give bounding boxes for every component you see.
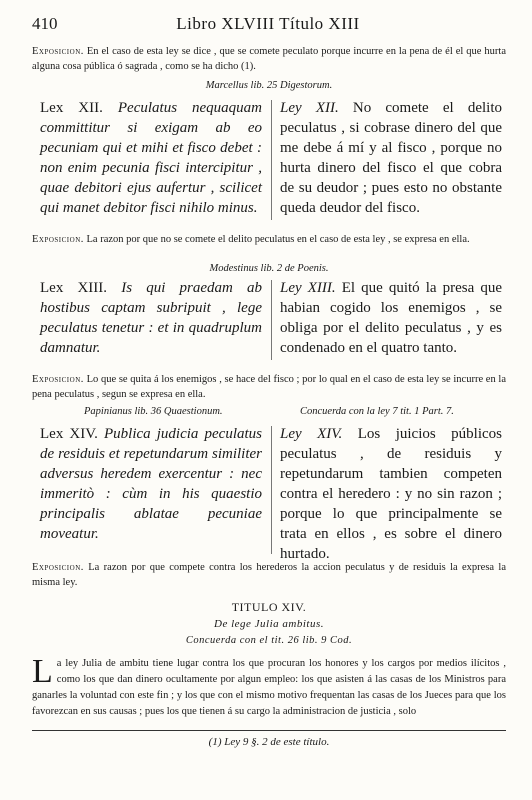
running-header [32, 14, 504, 38]
source-concordance: Concuerda con la ley 7 tit. 1 Part. 7. [300, 406, 454, 417]
exposicion-text: Lo que se quita á los enemigos , se hace del fisco ; por lo qual en el caso de esta ley se incurre en la pena peculatus , segun se expresa en ella. [32, 374, 506, 400]
exposicion-label: Exposicion. [32, 562, 84, 573]
exposicion-3 [32, 372, 506, 402]
titulo-subtitle: De lege Julia ambitus. [214, 618, 324, 630]
ley-12-text: No comete el delito peculatus , si cobrase dinero del que me debe á mí y al fisco , porque no hurta dinero del fisco el que cobra de su deudor ; pues esto no obstante queda deudor del fisco. [280, 100, 503, 216]
ley-13-text: El que quitó la presa que habian cogido los enemigos , se obliga por el delito peculatus , y es condenado en el quatro tanto. [280, 280, 502, 356]
footnote: (1) Ley 9 §. 2 de este título. [208, 736, 330, 748]
lex-14-latin [40, 424, 262, 544]
lex-14-heading: Lex XIV. [40, 426, 98, 442]
exposicion-1 [32, 44, 506, 74]
ley-14-heading: Ley XIV. [280, 426, 343, 442]
titulo-heading: TITULO XIV. [231, 600, 307, 614]
lex-12-text: Peculatus nequaquam committitur si exigam ab eo pecuniam qui et mihi et fisco debet : non enim pecunia fisci intercipitur , quae debitori ejus aufertur , scilicet qui manet debitor fisci nihilo minus. [40, 100, 262, 216]
exposicion-text: En el caso de esta ley se dice , que se comete peculato porque incurre en la pena de él el que hurta alguna cosa pública ó sagrada , como se ha dicho (1). [32, 46, 507, 72]
lex-13-text: Is qui praedam ab hostibus captam subripuit , lege peculatus tenetur : et in quadruplum damnatur. [40, 280, 262, 356]
source-papinianus: Papinianus lib. 36 Quaestionum. [84, 406, 223, 417]
ley-12-heading: Ley XII. [280, 100, 339, 116]
source-modestinus: Modestinus lib. 2 de Poenis. [209, 263, 329, 274]
column-divider [271, 426, 272, 554]
exposicion-label: Exposicion. [32, 374, 84, 385]
exposicion-label: Exposicion. [32, 46, 84, 57]
lex-14-text: Publica judicia peculatus de residuis et repetundarum similiter adversus heredem exercentur : nec immeritò : cùm in his quaestio principalis ablatae pecuniae moveatur. [40, 426, 263, 542]
source-marcellus: Marcellus lib. 25 Digestorum. [205, 80, 333, 91]
exposicion-2 [32, 232, 506, 247]
ley-14-text: Los juicios públicos peculatus , de residuis y repetundarum tambien competen contra el heredero : y no sin razon ; porque lo que principalmente se trata en ellos , es sobre el dinero hurtado. [280, 426, 502, 562]
lex-13-latin [40, 278, 262, 358]
running-title: Libro XLVIII Título XIII [176, 14, 360, 33]
ley-13-heading: Ley XIII. [280, 280, 336, 296]
ley-12-spanish [280, 98, 502, 218]
titulo-body [32, 653, 506, 720]
page-number: 410 [32, 14, 58, 33]
exposicion-text: La razon por que no se comete el delito peculatus en el caso de esta ley , se expresa en ella. [86, 234, 470, 245]
exposicion-4 [32, 560, 506, 590]
ley-13-spanish [280, 278, 502, 358]
column-divider [271, 280, 272, 360]
ley-14-spanish [280, 424, 502, 564]
body-text: a ley Julia de ambitu tiene lugar contra los que procuran los honores y los cargos por medios ilícitos , como los que dan dinero ocultamente por algun empleo: los que asisten á las casas de los Ministros para ganarles la voluntad con este fin ; y los que con el mismo motivo frequentan las casas de los Jueces para que los favorezcan en sus causas ; pues los que tienen á su cargo la administracion de justicia , solo [32, 658, 506, 717]
titulo-concordance: Concuerda con el tit. 26 lib. 9 Cod. [185, 635, 353, 646]
exposicion-label: Exposicion. [32, 234, 84, 245]
exposicion-text: La razon por que compete contra los herederos la accion peculatus y de residuis la expresa la misma ley. [32, 562, 506, 588]
footnote-rule [32, 730, 506, 731]
lex-13-heading: Lex XIII. [40, 280, 108, 296]
lex-12-heading: Lex XII. [40, 100, 103, 116]
column-divider [271, 100, 272, 220]
lex-12-latin [40, 98, 262, 218]
drop-cap: L [32, 653, 53, 690]
